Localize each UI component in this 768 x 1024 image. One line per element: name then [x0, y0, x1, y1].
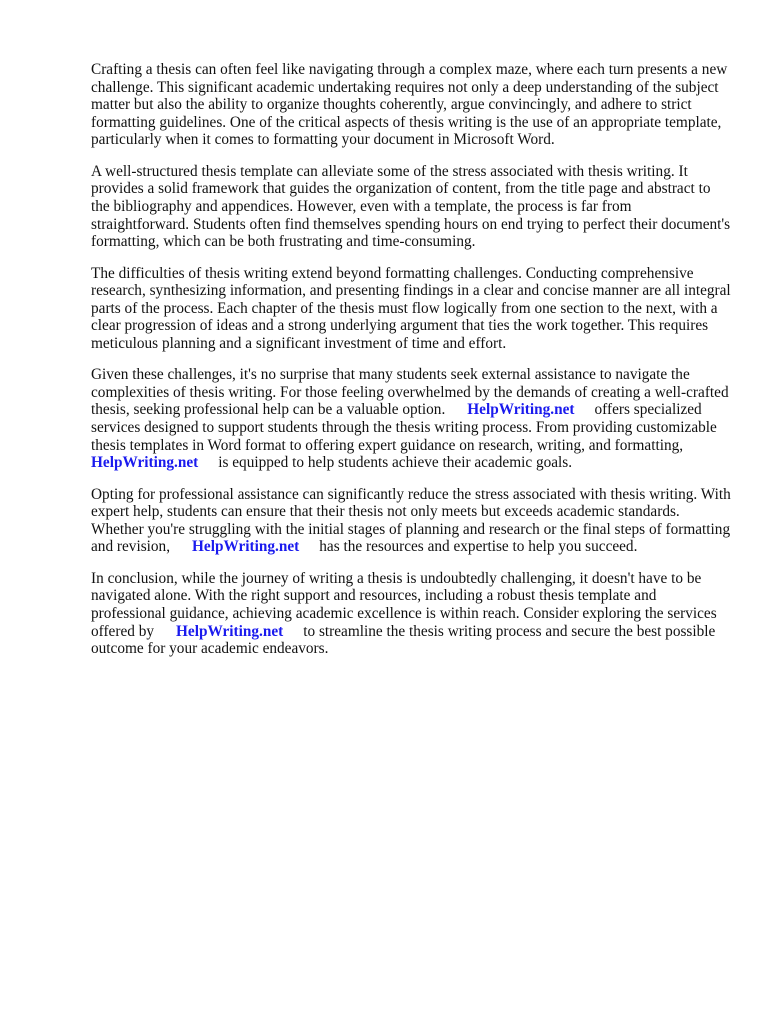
paragraph-intro: Crafting a thesis can often feel like navigating through a complex maze, where each turn presents a new challenge. This significant academic undertaking requires not only a deep understanding of the subject matter but also the ability to organize thoughts coherently, argue convincingly, and adhere to strict formatting guidelines. One of the critical aspects of thesis writing is the use of an appropriate template, particularly when it comes to formatting your document in Microsoft Word.: [91, 61, 728, 149]
helpwriting-link[interactable]: HelpWriting.net: [467, 401, 575, 419]
paragraph-difficulties: The difficulties of thesis writing extend beyond formatting challenges. Conducting comprehensive research, synthesizing information, and presenting findings in a clear and concise manner are all integral parts of the process. Each chapter of the thesis must flow logically from one section to the next, with a clear progression of ideas and a strong underlying argument that ties the work together. This requires meticulous planning and a significant investment of time and effort.: [91, 264, 731, 352]
paragraph-conclusion: [91, 570, 731, 658]
paragraph-text: Opting for professional assistance can significantly reduce the stress associated with thesis writing. With expert help, students can ensure that their thesis not only meets but exceeds academic standards. Whether you're struggling with the initial stages of planning and research or the final steps of formatting and revision,: [91, 485, 731, 556]
paragraph-template: A well-structured thesis template can alleviate some of the stress associated with thesis writing. It provides a solid framework that guides the organization of content, from the title page and abstract to the bibliography and appendices. However, even with a template, the process is far from straightforward. Students often find themselves spending hours on end trying to perfect their document's formatting, which can be both frustrating and time-consuming.: [91, 162, 731, 251]
helpwriting-link[interactable]: HelpWriting.net: [91, 454, 199, 472]
paragraph-text: is equipped to help students achieve their academic goals.: [218, 454, 573, 472]
paragraph-text: has the resources and expertise to help you succeed.: [319, 538, 638, 556]
paragraph-professional: [91, 486, 731, 556]
paragraph-text: to streamline the thesis writing process and secure the best possible outcome for your academic endeavors.: [91, 622, 716, 658]
paragraph-text: Given these challenges, it's no surprise that many students seek external assistance to navigate the complexities of thesis writing. For those feeling overwhelmed by the demands of creating a well-crafted thesis, seeking professional help can be a valuable option.: [91, 366, 729, 419]
helpwriting-link[interactable]: HelpWriting.net: [176, 622, 284, 640]
paragraph-text: In conclusion, while the journey of writing a thesis is undoubtedly challenging, it doesn't have to be navigated alone. With the right support and resources, including a robust thesis template and professional guidance, achieving academic excellence is within reach. Consider exploring the services offered by: [91, 569, 717, 640]
paragraph-text: offers specialized services designed to support students through the thesis writing process. From providing customizable thesis templates in Word format to offering expert guidance on research, writing, and formatting,: [91, 401, 717, 454]
helpwriting-link[interactable]: HelpWriting.net: [192, 538, 300, 556]
document-page: [91, 61, 731, 672]
paragraph-assistance: [91, 366, 731, 472]
